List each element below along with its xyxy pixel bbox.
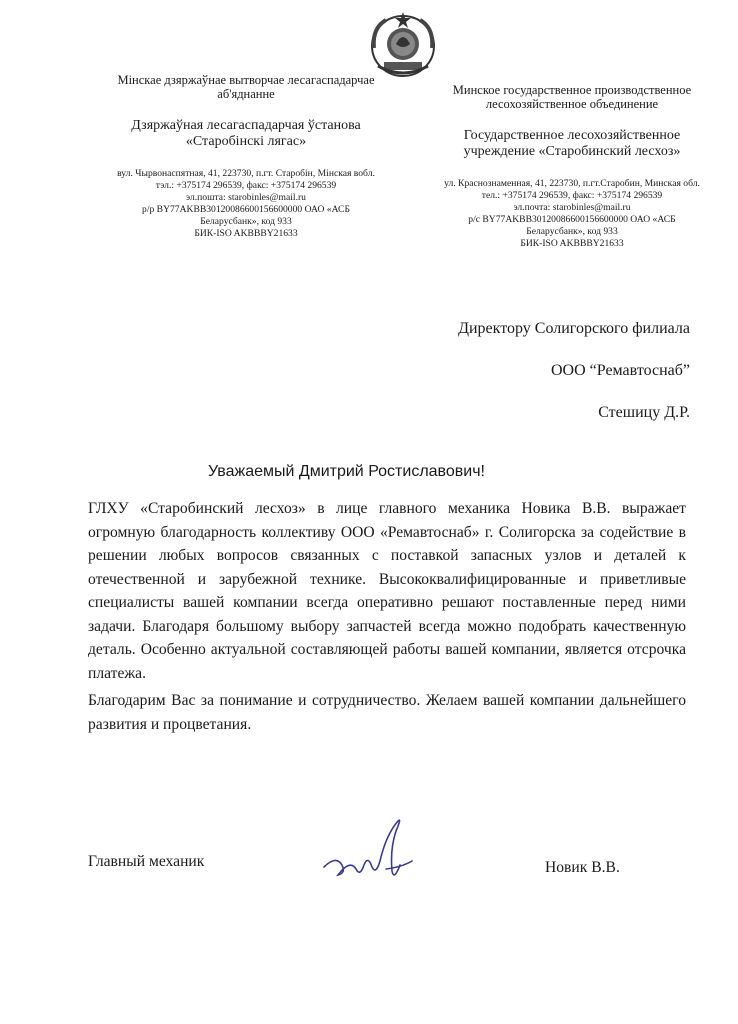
state-emblem-icon bbox=[366, 8, 440, 80]
body-paragraph-2: Благодарим Вас за понимание и сотрудничество. Желаем вашей компании дальнейшего развития и процветания. bbox=[88, 692, 686, 733]
handwritten-signature bbox=[316, 815, 416, 895]
requisites-ru bbox=[432, 178, 712, 250]
requisite-line: Беларусбанк», код 933 bbox=[200, 215, 292, 227]
org-name-by: Мінскае дзяржаўнае вытворчае лесагаспадарчае аб'яднанне bbox=[117, 73, 375, 102]
signatory-name: Новик В.В. bbox=[545, 859, 620, 876]
requisites-by bbox=[96, 168, 396, 240]
body-paragraph-1: ГЛХУ «Старобинский лесхоз» в лице главного механика Новика В.В. выражает огромную благодарность коллективу ООО «Ремавтоснаб» г. Солигорска за содействие в решении любых вопросов связанных с поставкой запасных узлов и деталей к отечественной и зарубежной технике. Высококвалифицированные и приветливые специалисты вашей компании всегда оперативно решают поставленные перед ними задачи. Благодаря большому выбору запчастей всегда можно подобрать качественную деталь. Особенно актуальной составляющей работы вашей компании, является отсрочка платежа. bbox=[88, 500, 686, 682]
requisite-line: тэл.: +375174 296539, факс: +375174 296539 bbox=[155, 179, 337, 191]
institution-name-by: Дзяржаўная лесагаспадарчая ўстанова «Старобінскі лягас» bbox=[131, 117, 361, 149]
requisite-line: ул. Краснознаменная, 41, 223730, п.гт.Старобин, Минская обл. bbox=[444, 177, 700, 189]
org-name-ru: Минское государственное производственное лесохозяйственное объединение bbox=[452, 83, 692, 112]
requisite-line: эл.пошта: starobinles@mail.ru bbox=[186, 191, 306, 203]
addressee-block bbox=[458, 320, 690, 446]
letterhead-left bbox=[96, 73, 396, 240]
greeting: Уважаемый Дмитрий Ростиславович! bbox=[208, 463, 485, 480]
requisite-line: вул. Чырвонаспятная, 41, 223730, п.гт. Старобін, Мінская вобл. bbox=[117, 167, 375, 179]
institution-name-ru: Государственное лесохозяйственное учреждение «Старобинский лесхоз» bbox=[463, 127, 681, 159]
requisite-line: Беларусбанк», код 933 bbox=[526, 225, 618, 237]
requisite-line: БИК-ISO AKBBBY21633 bbox=[520, 237, 624, 249]
addressee-position: Директору Солигорского филиала bbox=[458, 320, 690, 337]
addressee-name: Стешицу Д.Р. bbox=[598, 404, 690, 421]
signatory-title: Главный механик bbox=[88, 853, 205, 870]
requisite-line: р/с BY77AKBB30120086600156600000 ОАО «АСБ bbox=[468, 213, 676, 225]
letterhead-right bbox=[432, 83, 712, 250]
addressee-company: ООО “Ремавтоснаб” bbox=[550, 362, 690, 379]
requisite-line: эл.почта: starobinles@mail.ru bbox=[513, 201, 631, 213]
requisite-line: БИК-ISO AKBBBY21633 bbox=[194, 227, 298, 239]
requisite-line: тел.: +375174 296539, факс: +375174 296539 bbox=[481, 189, 663, 201]
requisite-line: р/р BY77AKBB30120086600156600000 ОАО «АСБ bbox=[142, 203, 350, 215]
